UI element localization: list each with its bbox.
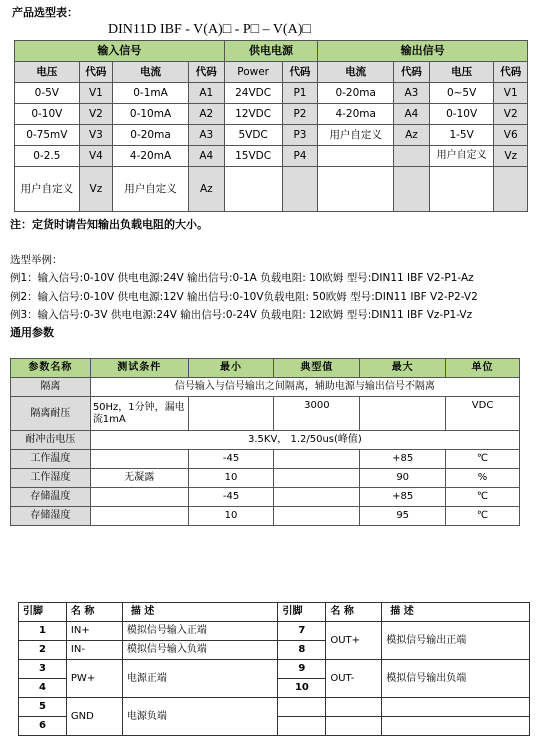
table-cell: 0-20ma (113, 125, 189, 146)
table-cell: P1 (282, 83, 318, 104)
col-header: 名 称 (326, 603, 382, 622)
table-cell: 用户自定义 (318, 125, 394, 146)
table-cell: 4-20mA (113, 146, 189, 167)
pin-name: IN- (66, 641, 122, 660)
table-cell (318, 167, 394, 212)
col-header: 代码 (188, 62, 224, 83)
pin-number: 1 (19, 622, 67, 641)
param-condition: 无凝露 (90, 469, 188, 488)
pin-number: 4 (19, 679, 67, 698)
param-name: 存储湿度 (11, 507, 91, 526)
param-min: 10 (188, 469, 274, 488)
table-cell: 0-10mA (113, 104, 189, 125)
pin-header-row (19, 603, 530, 622)
table-cell (394, 167, 430, 212)
empty-cell (382, 717, 530, 736)
pin-number: 7 (278, 622, 326, 641)
param-unit: ℃ (446, 488, 520, 507)
pin-name: OUT+ (326, 622, 382, 660)
pin-desc: 模拟信号输出正端 (382, 622, 530, 660)
table-cell: 0-20ma (318, 83, 394, 104)
param-name: 隔离 (11, 378, 91, 397)
table-cell: Az (188, 167, 224, 212)
col-header: 名 称 (66, 603, 122, 622)
table-cell: 用户自定义 (15, 167, 80, 212)
col-header: 代码 (282, 62, 318, 83)
pin-number: 10 (278, 679, 326, 698)
pin-number: 6 (19, 717, 67, 736)
table-cell (394, 146, 430, 167)
table-cell: 0-10V (429, 104, 494, 125)
table-cell: V2 (494, 104, 528, 125)
param-unit: % (446, 469, 520, 488)
example-line: 例3：输入信号:0-3V 供电电源:24V 输出信号:0-24V 负载电阻: 12欧姆 型号:DIN11 IBF Vz-P1-Vz (10, 309, 473, 321)
group-power: 供电电源 (224, 41, 318, 62)
col-header: 引脚 (19, 603, 67, 622)
table-cell: A2 (188, 104, 224, 125)
selection-table (14, 40, 528, 212)
pin-name: OUT- (326, 660, 382, 698)
model-code: DIN11D IBF - V(A)□ - P□ – V(A)□ (108, 22, 311, 37)
group-header-row (15, 41, 528, 62)
table-row (19, 660, 530, 679)
table-cell: Az (394, 125, 430, 146)
table-row (15, 167, 528, 212)
general-params-title: 通用参数 (10, 326, 54, 339)
col-header: 描 述 (382, 603, 530, 622)
table-cell: V2 (79, 104, 112, 125)
table-cell: V1 (79, 83, 112, 104)
pin-number: 5 (19, 698, 67, 717)
col-header: 代码 (494, 62, 528, 83)
param-typ (274, 450, 360, 469)
pin-table (18, 602, 530, 736)
table-cell: 0-75mV (15, 125, 80, 146)
table-row (15, 125, 528, 146)
table-cell: V3 (79, 125, 112, 146)
table-cell: P2 (282, 104, 318, 125)
table-row (19, 698, 530, 717)
examples-heading: 选型举例： (10, 254, 63, 266)
param-min: -45 (188, 450, 274, 469)
empty-cell (278, 698, 326, 717)
param-unit: ℃ (446, 450, 520, 469)
table-cell: Vz (79, 167, 112, 212)
table-cell (318, 146, 394, 167)
param-typ (274, 469, 360, 488)
table-row (15, 146, 528, 167)
table-row (15, 104, 528, 125)
param-min (188, 397, 274, 431)
table-row (11, 507, 520, 526)
param-typ: 3000 (274, 397, 360, 431)
table-row (11, 431, 520, 450)
col-header: 描 述 (122, 603, 278, 622)
param-value: 信号输入与信号输出之间隔离，辅助电源与输出信号不隔离 (90, 378, 519, 397)
param-typ (274, 507, 360, 526)
table-cell: V6 (494, 125, 528, 146)
table-cell: A1 (188, 83, 224, 104)
table-cell: 用户自定义 (429, 146, 494, 167)
param-min: -45 (188, 488, 274, 507)
table-cell: P3 (282, 125, 318, 146)
col-header: 电压 (15, 62, 80, 83)
table-row (11, 378, 520, 397)
table-cell (282, 167, 318, 212)
col-header: 电流 (113, 62, 189, 83)
empty-cell (278, 717, 326, 736)
col-header: 测试条件 (90, 359, 188, 378)
pin-number: 3 (19, 660, 67, 679)
table-cell: A3 (394, 83, 430, 104)
table-cell: V1 (494, 83, 528, 104)
param-max (360, 397, 446, 431)
param-name: 工作温度 (11, 450, 91, 469)
table-cell: 0~5V (429, 83, 494, 104)
table-cell: 0-10V (15, 104, 80, 125)
group-input: 输入信号 (15, 41, 225, 62)
param-name: 耐冲击电压 (11, 431, 91, 450)
param-condition (90, 450, 188, 469)
group-output: 输出信号 (318, 41, 528, 62)
example-line: 例1：输入信号:0-10V 供电电源:24V 输出信号:0-1A 负载电阻: 10欧姆 型号:DIN11 IBF V2-P1-Az (10, 272, 474, 284)
param-name: 隔离耐压 (11, 397, 91, 431)
table-row (11, 397, 520, 431)
table-cell: 15VDC (224, 146, 282, 167)
param-max: 90 (360, 469, 446, 488)
pin-name: PW+ (66, 660, 122, 698)
table-cell: 0-1mA (113, 83, 189, 104)
table-cell: A4 (394, 104, 430, 125)
param-name: 工作湿度 (11, 469, 91, 488)
param-max: +85 (360, 488, 446, 507)
col-header: 代码 (79, 62, 112, 83)
table-cell: 4-20ma (318, 104, 394, 125)
param-min: 10 (188, 507, 274, 526)
table-cell: A3 (188, 125, 224, 146)
col-header: Power (224, 62, 282, 83)
empty-cell (382, 698, 530, 717)
pin-number: 8 (278, 641, 326, 660)
pin-desc: 模拟信号输出负端 (382, 660, 530, 698)
param-value: 3.5KV， 1.2/50us(峰值) (90, 431, 519, 450)
pin-desc: 电源正端 (122, 660, 278, 698)
pin-number: 9 (278, 660, 326, 679)
table-cell: 24VDC (224, 83, 282, 104)
pin-desc: 电源负端 (122, 698, 278, 736)
col-header: 最小 (188, 359, 274, 378)
table-cell: Vz (494, 146, 528, 167)
col-header: 参数名称 (11, 359, 91, 378)
table-row (19, 622, 530, 641)
pin-desc: 模拟信号输入负端 (122, 641, 278, 660)
table-cell: V4 (79, 146, 112, 167)
pin-number: 2 (19, 641, 67, 660)
param-unit: ℃ (446, 507, 520, 526)
example-line: 例2：输入信号:0-10V 供电电源:12V 输出信号:0-10V负载电阻: 50欧姆 型号:DIN11 IBF V2-P2-V2 (10, 291, 478, 303)
table-cell: 12VDC (224, 104, 282, 125)
pin-name: GND (66, 698, 122, 736)
empty-cell (326, 717, 382, 736)
param-condition: 50Hz，1分钟，漏电流1mA (90, 397, 188, 431)
table-cell (494, 167, 528, 212)
table-row (11, 450, 520, 469)
table-row (15, 83, 528, 104)
col-header: 典型值 (274, 359, 360, 378)
params-header-row (11, 359, 520, 378)
order-note: 注：定货时请告知输出负载电阻的大小。 (10, 218, 208, 231)
table-cell: 0-2.5 (15, 146, 80, 167)
table-cell (224, 167, 282, 212)
col-header: 最大 (360, 359, 446, 378)
table-cell (429, 167, 494, 212)
col-header: 单位 (446, 359, 520, 378)
column-header-row (15, 62, 528, 83)
pin-desc: 模拟信号输入正端 (122, 622, 278, 641)
table-cell: 5VDC (224, 125, 282, 146)
empty-cell (326, 698, 382, 717)
col-header: 代码 (394, 62, 430, 83)
table-row (11, 488, 520, 507)
table-cell: A4 (188, 146, 224, 167)
param-max: 95 (360, 507, 446, 526)
param-unit: VDC (446, 397, 520, 431)
general-params-table (10, 358, 520, 526)
table-row (11, 469, 520, 488)
param-condition (90, 488, 188, 507)
col-header: 电压 (429, 62, 494, 83)
param-name: 存储温度 (11, 488, 91, 507)
param-typ (274, 488, 360, 507)
table-cell: 用户自定义 (113, 167, 189, 212)
page-title: 产品选型表： (12, 6, 78, 19)
table-cell: 1-5V (429, 125, 494, 146)
param-condition (90, 507, 188, 526)
table-cell: P4 (282, 146, 318, 167)
pin-name: IN+ (66, 622, 122, 641)
param-max: +85 (360, 450, 446, 469)
table-cell: 0-5V (15, 83, 80, 104)
col-header: 引脚 (278, 603, 326, 622)
col-header: 电流 (318, 62, 394, 83)
